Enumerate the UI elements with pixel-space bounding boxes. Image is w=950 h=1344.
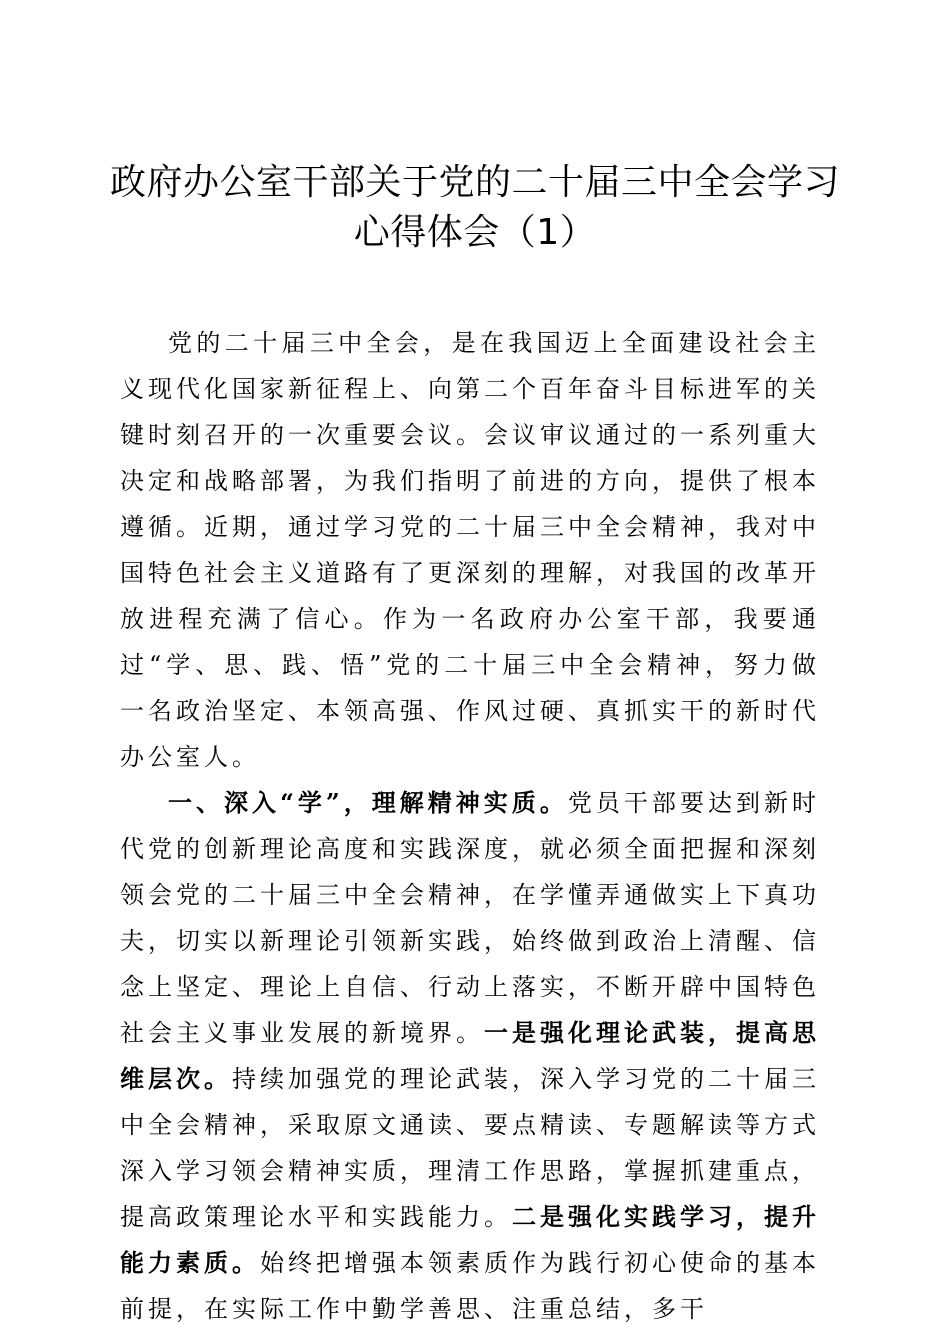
section-1-paragraph <box>120 780 820 1332</box>
point-1-heading: 一是强化理论武装，提高思维层次。 <box>120 1018 820 1093</box>
section-1-heading: 一、深入“学”，理解精神实质。 <box>168 788 568 817</box>
document-body <box>120 320 820 1332</box>
point-2-text: 始终把增强本领素质作为践行初心使命的基本前提，在实际工作中勤学善思、注重总结，多干 <box>120 1249 820 1323</box>
point-1-text: 持续加强党的理论武装，深入学习党的二十届三中全会精神，采取原文通读、要点精读、专题解读等方式深入学习领会精神实质，理清工作思路，掌握抓建重点，提高政策理论水平和实践能力。 <box>120 1065 820 1231</box>
document-title <box>110 158 840 258</box>
title-line-2: 心得体会（1） <box>353 212 597 253</box>
title-line-1: 政府办公室干部关于党的二十届三中全会学习 <box>110 162 841 203</box>
section-1-intro: 党员干部要达到新时代党的创新理论高度和实践深度，就必须全面把握和深刻领会党的二十届三中全会精神，在学懂弄通做实上下真功夫，切实以新理论引领新实践，始终做到政治上清醒、信念上坚定、理论上自信、行动上落实，不断开辟中国特色社会主义事业发展的新境界。 <box>120 789 821 1047</box>
intro-paragraph: 党的二十届三中全会，是在我国迈上全面建设社会主义现代化国家新征程上、向第二个百年奋斗目标进军的关键时刻召开的一次重要会议。会议审议通过的一系列重大决定和战略部署，为我们指明了前进的方向，提供了根本遵循。近期，通过学习党的二十届三中全会精神，我对中国特色社会主义道路有了更深刻的理解，对我国的改革开放进程充满了信心。作为一名政府办公室干部，我要通过“学、思、践、悟”党的二十届三中全会精神，努力做一名政治坚定、本领高强、作风过硬、真抓实干的新时代办公室人。 <box>120 329 820 771</box>
point-2-heading: 二是强化实践学习，提升能力素质。 <box>120 1202 820 1277</box>
